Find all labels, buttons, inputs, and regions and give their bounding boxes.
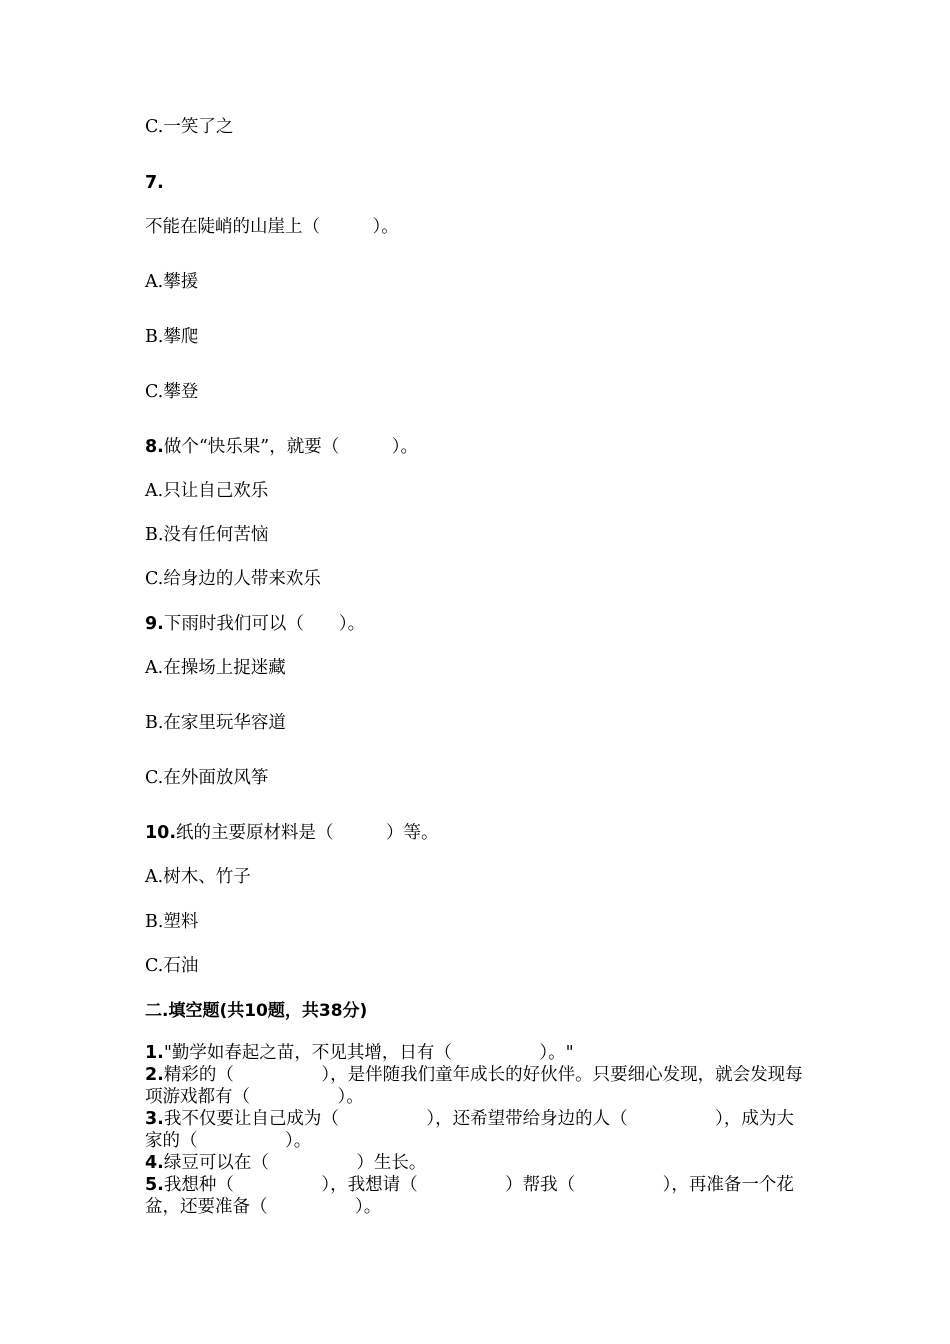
q8-option-b: B.没有任何苦恼	[145, 525, 269, 545]
q9-stem: 下雨时我们可以（ ）。	[163, 614, 366, 634]
q10-option-a: A.树木、竹子	[145, 867, 251, 887]
q9-number: 9.	[145, 614, 164, 634]
q10-stem-line	[145, 822, 439, 844]
q7-option-a: A.攀援	[145, 272, 199, 292]
fill-item	[145, 1175, 810, 1218]
q8-option-a: A.只让自己欢乐	[145, 481, 269, 501]
q7-option-c: C.攀登	[145, 382, 199, 402]
fill-item-number: 3.	[145, 1109, 164, 1129]
q10-option-b: B.塑料	[145, 912, 199, 932]
q10-option-c: C.石油	[145, 956, 199, 976]
q7-number: 7.	[145, 173, 164, 193]
q9-option-c: C.在外面放风筝	[145, 768, 269, 788]
fill-item-text: 绿豆可以在（ ）生长。	[163, 1153, 427, 1173]
fill-item-number: 1.	[145, 1043, 164, 1063]
q7-stem: 不能在陡峭的山崖上（ ）。	[145, 217, 399, 237]
fill-item	[145, 1065, 810, 1108]
q9-stem-line	[145, 613, 365, 635]
fill-item-number: 4.	[145, 1153, 164, 1173]
q8-stem-line	[145, 436, 418, 458]
q8-option-c: C.给身边的人带来欢乐	[145, 569, 321, 589]
fill-item	[145, 1043, 810, 1065]
fill-item-text: 精彩的（ ），是伴随我们童年成长的好伙伴。只要细心发现，就会发现每项游戏都有（ ）。	[145, 1065, 803, 1107]
section-heading-fill-blank: 二.填空题(共10题，共38分)	[145, 1001, 368, 1021]
q7-option-b: B.攀爬	[145, 327, 199, 347]
q6-option-c: C.一笑了之	[145, 117, 234, 137]
fill-item	[145, 1153, 810, 1175]
fill-item-text: 我不仅要让自己成为（ ），还希望带给身边的人（ ），成为大家的（ ）。	[145, 1109, 794, 1151]
q9-option-b: B.在家里玩华容道	[145, 713, 286, 733]
q9-option-a: A.在操场上捉迷藏	[145, 658, 286, 678]
q10-stem: 纸的主要原材料是（ ）等。	[176, 823, 439, 843]
fill-item-text: 我想种（ ），我想请（ ）帮我（ ），再准备一个花盆，还要准备（ ）。	[145, 1175, 794, 1217]
q8-number: 8.	[145, 437, 164, 457]
fill-item-number: 2.	[145, 1065, 164, 1085]
fill-item-number: 5.	[145, 1175, 164, 1195]
fill-item	[145, 1109, 810, 1152]
fill-item-text: "勤学如春起之苗，不见其增，日有（ ）。"	[163, 1043, 574, 1063]
q8-stem: 做个“快乐果”，就要（ ）。	[163, 437, 418, 457]
q10-number: 10.	[145, 823, 177, 843]
